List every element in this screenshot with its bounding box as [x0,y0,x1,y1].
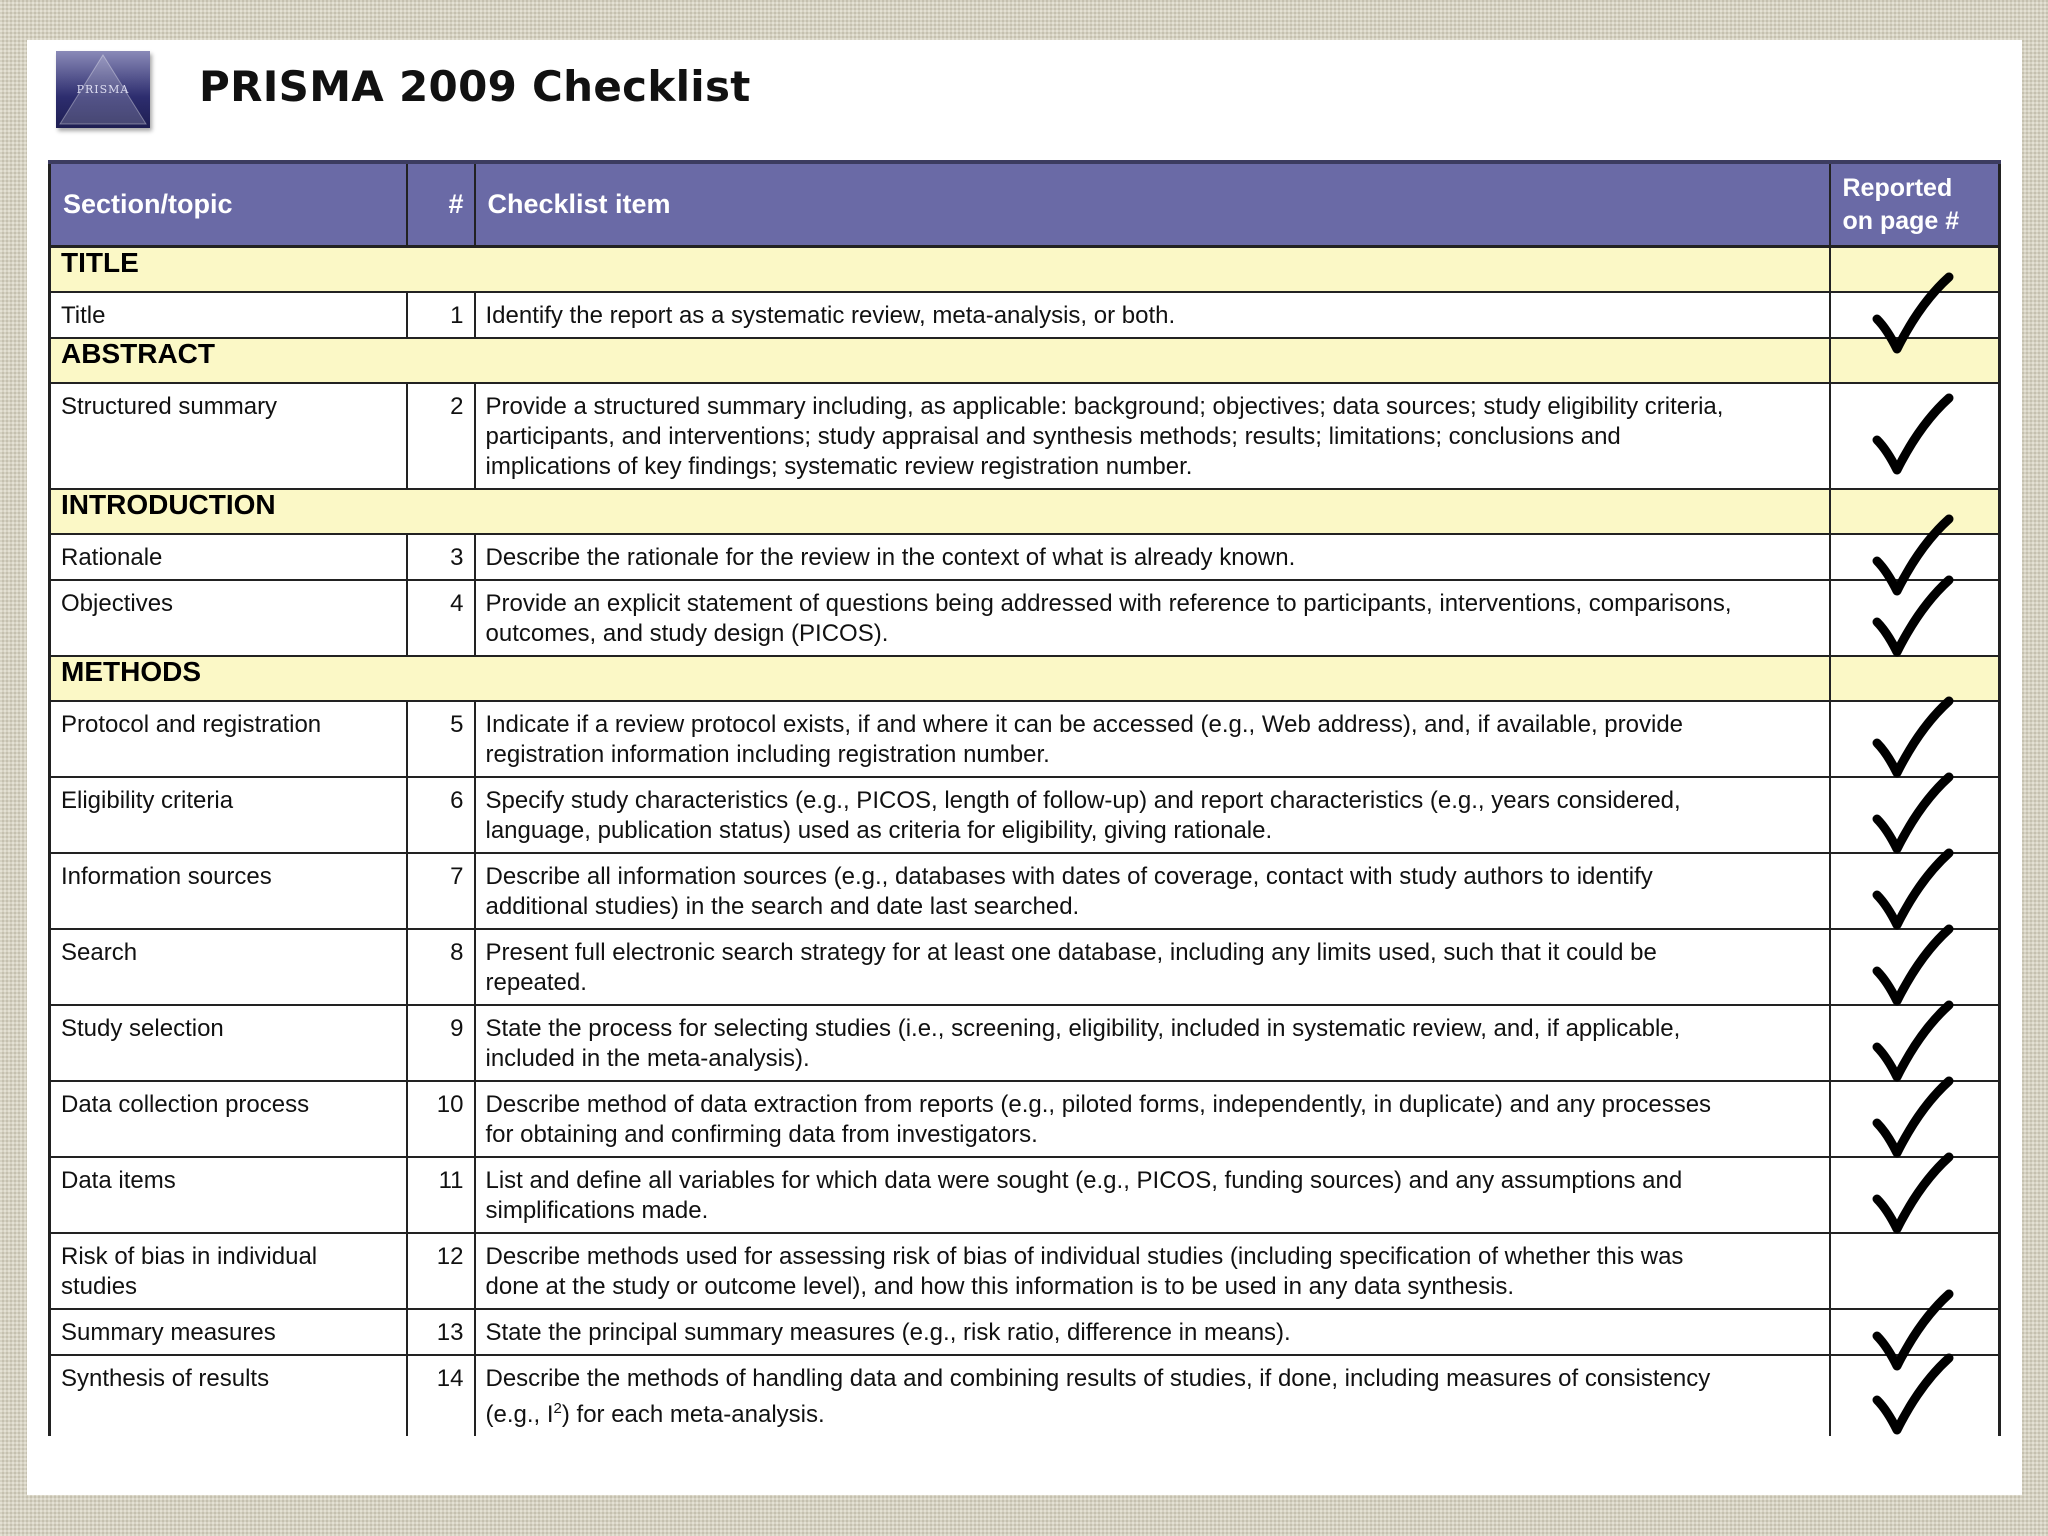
table-row [50,1081,2000,1157]
prisma-logo [56,51,150,128]
header-reported-on-page [1830,162,2000,247]
item-reported-page [1830,1355,2000,1436]
table-row [50,1309,2000,1355]
checkmark-icon [1867,695,1957,783]
item-description [475,580,1830,656]
header-number: # [407,162,475,247]
item-topic [50,1233,407,1309]
table-row [50,1005,2000,1081]
table-row [50,1355,2000,1436]
section-name: METHODS [50,656,1830,701]
item-description [475,1309,1830,1355]
item-number: 11 [407,1157,475,1233]
item-topic: Synthesis of results [50,1355,407,1436]
item-topic: Data collection process [50,1081,407,1157]
item-description [475,1157,1830,1233]
item-reported-page [1830,1309,2000,1355]
item-reported-page [1830,292,2000,338]
item-number: 8 [407,929,475,1005]
item-topic: Information sources [50,853,407,929]
item-description-line: Provide a structured summary including, as applicable: background; objectives; data sources; study eligibility criteria, [485,393,1724,420]
checkmark-icon [1867,1352,1957,1440]
item-number: 14 [407,1355,475,1436]
item-topic: Title [50,292,407,338]
section-name: ABSTRACT [50,338,1830,383]
checkmark-icon [1867,771,1957,859]
checkmark-icon [1867,1151,1957,1239]
item-topic-line: studies [61,1273,138,1300]
section-name: INTRODUCTION [50,489,1830,534]
checkmark-icon [1867,847,1957,935]
item-number: 13 [407,1309,475,1355]
section-row [50,247,2000,293]
item-description-line: participants, and interventions; study appraisal and synthesis methods; results; limitations; conclusions and [485,423,1621,450]
table-row [50,292,2000,338]
item-description [475,292,1830,338]
item-topic: Eligibility criteria [50,777,407,853]
item-description-line: Describe the methods of handling data and combining results of studies, if done, including measures of consistency [485,1365,1711,1392]
header-reported-line2: on page # [1842,206,1960,235]
table-row [50,580,2000,656]
section-row [50,338,2000,383]
table-row [50,777,2000,853]
item-description-line: repeated. [485,969,587,996]
item-reported-page [1830,929,2000,1005]
item-reported-page [1830,383,2000,489]
item-description-line: Specify study characteristics (e.g., PICOS, length of follow-up) and report characteristics (e.g., years considered, [485,787,1681,814]
item-description-line: Describe the rationale for the review in the context of what is already known. [485,544,1296,571]
item-description-line: language, publication status) used as criteria for eligibility, giving rationale. [485,817,1273,844]
item-reported-page [1830,777,2000,853]
item-topic: Study selection [50,1005,407,1081]
item-topic: Data items [50,1157,407,1233]
description-text: ) for each meta-analysis. [561,1401,825,1428]
checkmark-icon [1867,999,1957,1087]
item-topic: Structured summary [50,383,407,489]
table-row [50,853,2000,929]
item-description-line: Describe all information sources (e.g., databases with dates of coverage, contact with study authors to identify [485,863,1653,890]
item-topic: Rationale [50,534,407,580]
item-description-line: implications of key findings; systematic review registration number. [485,453,1193,480]
item-description-line: Identify the report as a systematic review, meta-analysis, or both. [485,302,1176,329]
item-reported-page [1830,580,2000,656]
item-description-line: done at the study or outcome level), and how this information is to be used in any data synthesis. [485,1273,1515,1300]
table-row [50,701,2000,777]
item-description-line: additional studies) in the search and date last searched. [485,893,1080,920]
table-row [50,1157,2000,1233]
item-number: 7 [407,853,475,929]
item-number: 1 [407,292,475,338]
table-row [50,534,2000,580]
item-description-line: Describe method of data extraction from reports (e.g., piloted forms, independently, in duplicate) and any processes [485,1091,1712,1118]
item-reported-page [1830,1005,2000,1081]
description-text: (e.g., I [485,1401,554,1428]
item-description-line [486,1394,1819,1430]
item-reported-page [1830,1157,2000,1233]
item-topic: Objectives [50,580,407,656]
header-section-topic: Section/topic [50,162,407,247]
item-description [475,853,1830,929]
item-description-line: Describe methods used for assessing risk of bias of individual studies (including specification of whether this was [485,1243,1684,1270]
section-name: TITLE [50,247,1830,293]
item-description-line: outcomes, and study design (PICOS). [485,620,889,647]
item-description [475,777,1830,853]
item-description [475,1355,1830,1436]
item-topic-line: Risk of bias in individual [61,1243,318,1270]
checklist-page [27,40,2022,1495]
header-checklist-item: Checklist item [475,162,1830,247]
item-topic: Summary measures [50,1309,407,1355]
checkmark-icon [1867,271,1957,359]
table-row [50,929,2000,1005]
item-description [475,1081,1830,1157]
section-row [50,656,2000,701]
item-description-line: List and define all variables for which data were sought (e.g., PICOS, funding sources) and any assumptions and [485,1167,1683,1194]
item-description-line: included in the meta-analysis). [485,1045,810,1072]
item-number: 5 [407,701,475,777]
item-description-line: State the process for selecting studies (i.e., screening, eligibility, included in systematic review, and, if applicable, [485,1015,1681,1042]
table-header-row [50,162,2000,247]
item-number: 2 [407,383,475,489]
item-description [475,1005,1830,1081]
header-reported-line1: Reported [1842,173,1953,202]
checkmark-icon [1867,574,1957,662]
item-description-line: Provide an explicit statement of questions being addressed with reference to participants, interventions, comparisons, [485,590,1732,617]
logo-label: PRISMA [76,83,130,96]
item-description-line: registration information including registration number. [485,741,1050,768]
item-number: 6 [407,777,475,853]
item-description-line: Present full electronic search strategy for at least one database, including any limits used, such that it could be [485,939,1657,966]
description-superscript: 2 [553,1400,562,1417]
document-title: PRISMA 2009 Checklist [199,62,751,111]
checkmark-icon [1867,923,1957,1011]
item-topic: Protocol and registration [50,701,407,777]
item-reported-page [1830,701,2000,777]
item-description-line: State the principal summary measures (e.g., risk ratio, difference in means). [485,1319,1291,1346]
item-topic: Search [50,929,407,1005]
item-number: 10 [407,1081,475,1157]
item-description-line: simplifications made. [485,1197,709,1224]
item-number: 9 [407,1005,475,1081]
prisma-checklist-table [48,160,2001,1436]
item-description [475,534,1830,580]
item-number: 3 [407,534,475,580]
item-description [475,929,1830,1005]
table-row [50,1233,2000,1309]
item-reported-page [1830,1081,2000,1157]
item-reported-page [1830,853,2000,929]
table-row [50,383,2000,489]
checkmark-icon [1867,1075,1957,1163]
item-number: 4 [407,580,475,656]
item-description [475,701,1830,777]
checkmark-icon [1867,392,1957,480]
item-description [475,383,1830,489]
item-description [475,1233,1830,1309]
item-description-line: Indicate if a review protocol exists, if and where it can be accessed (e.g., Web address), and, if available, provide [485,711,1684,738]
item-description-line: for obtaining and confirming data from investigators. [485,1121,1038,1148]
item-number: 12 [407,1233,475,1309]
section-row [50,489,2000,534]
